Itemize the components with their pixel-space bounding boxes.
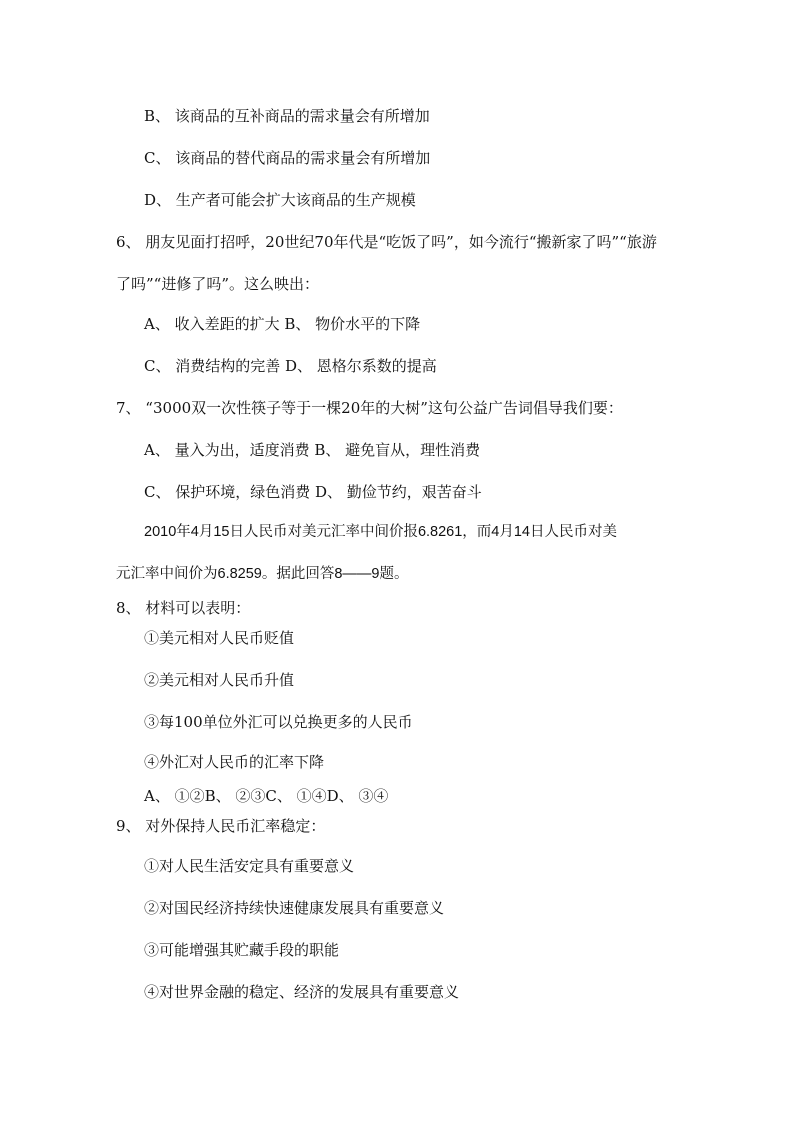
question-6-text: 6、 朋友见面打招呼，20世纪70年代是“吃饭了吗”，如今流行“搬新家了吗”“旅游: [116, 233, 657, 251]
question-8-statement-4: ④外汇对人民币的汇率下降: [144, 753, 325, 771]
material-paragraph: 2010年4月15日人民币对美元汇率中间价报6.8261，而4月14日人民币对美: [144, 524, 617, 540]
question-6-options-ab: A、 收入差距的扩大 B、 物价水平的下降: [144, 315, 421, 333]
question-9-statement-1: ①对人民生活安定具有重要意义: [144, 857, 355, 875]
question-6-options-cd: C、 消费结构的完善 D、 恩格尔系数的提高: [144, 357, 437, 375]
option-b-line: B、 该商品的互补商品的需求量会有所增加: [144, 107, 430, 125]
question-7-options-ab: A、 量入为出，适度消费 B、 避免盲从，理性消费: [144, 441, 481, 459]
option-d-line: D、 生产者可能会扩大该商品的生产规模: [144, 191, 416, 209]
question-7-text: 7、 “3000双一次性筷子等于一棵20年的大树”这句公益广告词倡导我们要：: [116, 399, 623, 417]
question-8-statement-1: ①美元相对人民币贬值: [144, 629, 295, 647]
option-c-line: C、 该商品的替代商品的需求量会有所增加: [144, 149, 431, 167]
question-9-statement-3: ③可能增强其贮藏手段的职能: [144, 941, 340, 959]
question-6-text-continued: 了吗”“进修了吗”。这么映出：: [116, 275, 320, 293]
question-8-statement-3: ③每100单位外汇可以兑换更多的人民币: [144, 713, 413, 731]
question-8-statement-2: ②美元相对人民币升值: [144, 671, 295, 689]
question-9-text: 9、 对外保持人民币汇率稳定：: [116, 817, 326, 835]
question-8-options: A、 ①②B、 ②③C、 ①④D、 ③④: [144, 787, 389, 805]
question-9-statement-4: ④对世界金融的稳定、经济的发展具有重要意义: [144, 983, 460, 1001]
question-8-text: 8、 材料可以表明：: [116, 599, 251, 617]
material-paragraph-continued: 元汇率中间价为6.8259。据此回答8——9题。: [116, 566, 409, 582]
question-7-options-cd: C、 保护环境，绿色消费 D、 勤俭节约，艰苦奋斗: [144, 483, 482, 501]
question-9-statement-2: ②对国民经济持续快速健康发展具有重要意义: [144, 899, 445, 917]
